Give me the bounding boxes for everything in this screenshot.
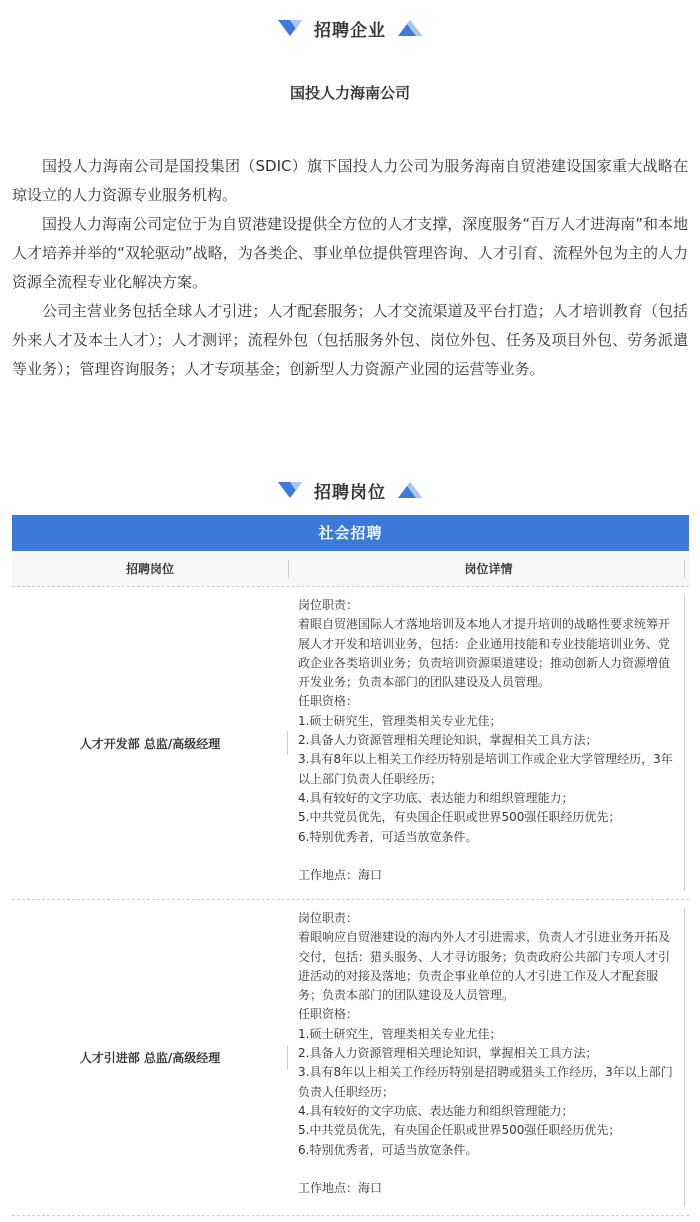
intro-paragraph: 公司主营业务包括全球人才引进；人才配套服务；人才交流渠道及平台打造；人才培训教育（包括外来人才及本土人才）；人才测评；流程外包（包括服务外包、岗位外包、任务及项目外包、劳务派遣等业务）；管理咨询服务；人才专项基金；创新型人力资源产业园的运营等业务。 <box>12 302 688 378</box>
table-row <box>12 587 689 900</box>
header-details: 岗位详情 <box>288 551 689 586</box>
detail-line: 1.硕士研究生，管理类相关专业尤佳； <box>298 1026 502 1041</box>
detail-line: 5.中共党员优先，有央国企任职或世界500强任职经历优先； <box>298 810 621 825</box>
table-banner: 社会招聘 <box>12 515 689 551</box>
detail-line: 任职资格： <box>298 1007 359 1022</box>
triangle-left-icon <box>278 20 302 36</box>
details-cell <box>288 900 689 1215</box>
section-title: 招聘岗位 <box>314 482 386 503</box>
company-intro <box>12 152 688 384</box>
detail-line: 6.特别优秀者，可适当放宽条件。 <box>298 829 478 844</box>
detail-line: 3.具有8年以上相关工作经历特别是培训工作或企业大学管理经历，3年以上部门负责人任职经历； <box>298 752 673 786</box>
company-name: 国投人力海南公司 <box>289 84 410 102</box>
work-location: 工作地点：海口 <box>298 1180 383 1195</box>
positions-table <box>12 515 689 1216</box>
intro-paragraph: 国投人力海南公司是国投集团（SDIC）旗下国投人力公司为服务海南自贸港建设国家重大战略在琼设立的人力资源专业服务机构。 <box>12 157 688 204</box>
position-cell <box>12 900 288 1215</box>
table-header-row <box>12 551 689 587</box>
detail-line: 5.中共党员优先，有央国企任职或世界500强任职经历优先； <box>298 1123 621 1138</box>
triangle-left-icon <box>278 482 302 498</box>
header-position: 招聘岗位 <box>125 562 174 576</box>
table-row <box>12 900 689 1216</box>
details-cell <box>288 587 689 899</box>
position-title: 人才开发部 总监/高级经理 <box>79 736 221 751</box>
detail-line: 2.具备人力资源管理相关理论知识，掌握相关工具方法； <box>298 733 598 748</box>
triangle-right-icon <box>398 482 422 498</box>
detail-line: 任职资格： <box>298 694 359 709</box>
section-header-company <box>0 12 700 44</box>
position-cell <box>12 587 288 899</box>
detail-line: 6.特别优秀者，可适当放宽条件。 <box>298 1142 478 1157</box>
detail-line: 4.具有较好的文字功底、表达能力和组织管理能力； <box>298 790 574 805</box>
detail-line: 1.硕士研究生，管理类相关专业尤佳； <box>298 713 502 728</box>
detail-line: 着眼自贸港国际人才落地培训及本地人才提升培训的战略性要求统筹开展人才开发和培训业务，包括：企业通用技能和专业技能培训业务、党政企业各类培训业务；负责培训资源渠道建设；推动创新人力资源增值开发业务；负责本部门的团队建设及人员管理。 <box>298 617 671 690</box>
section-header-positions <box>0 474 700 506</box>
position-title: 人才引进部 总监/高级经理 <box>79 1051 221 1065</box>
detail-line: 3.具有8年以上相关工作经历特别是招聘或猎头工作经历，3年以上部门负责人任职经历； <box>298 1065 673 1099</box>
detail-line: 4.具有较好的文字功底、表达能力和组织管理能力； <box>298 1103 574 1118</box>
section-title: 招聘企业 <box>314 20 386 41</box>
detail-line: 岗位职责： <box>298 911 359 925</box>
detail-line: 着眼响应自贸港建设的海内外人才引进需求，负责人才引进业务开拓及交付，包括：猎头服务、人才寻访服务；负责政府公共部门专项人才引进活动的对接及落地；负责企事业单位的人才引进工作及人才配套服务；负责本部门的团队建设及人员管理。 <box>298 930 671 1003</box>
triangle-right-icon <box>398 20 422 36</box>
work-location: 工作地点：海口 <box>298 867 383 882</box>
detail-line: 岗位职责： <box>298 598 359 612</box>
detail-line: 2.具备人力资源管理相关理论知识，掌握相关工具方法； <box>298 1046 598 1061</box>
intro-paragraph: 国投人力海南公司定位于为自贸港建设提供全方位的人才支撑，深度服务“百万人才进海南”和本地人才培养并举的“双轮驱动”战略，为各类企、事业单位提供管理咨询、人才引育、流程外包为主的人力资源全流程专业化解决方案。 <box>12 215 688 291</box>
